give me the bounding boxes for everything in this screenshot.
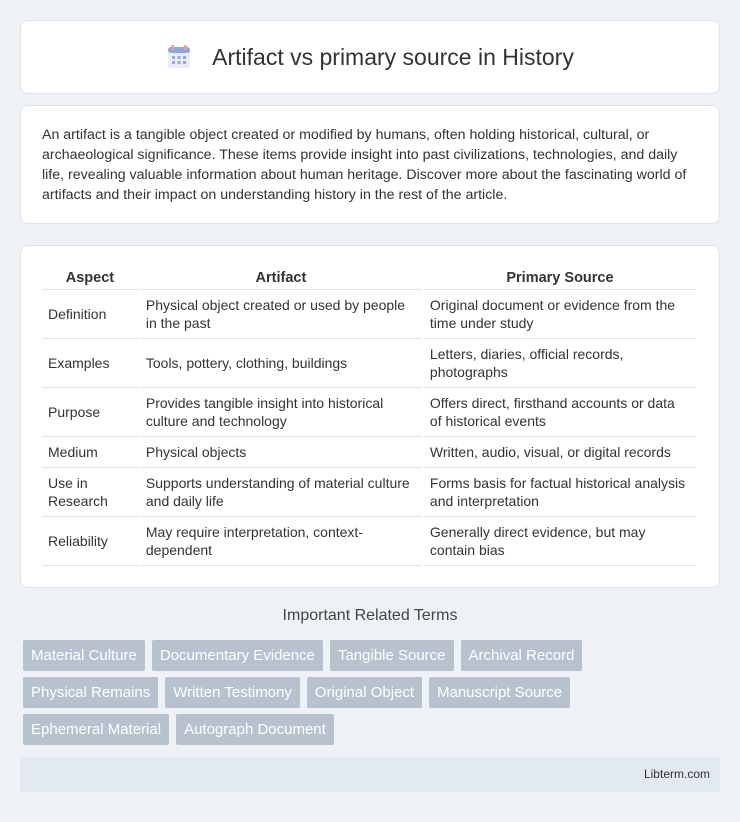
footer-site-link[interactable]: Libterm.com [643,767,710,781]
primary-source-cell: Written, audio, visual, or digital records [424,437,696,468]
related-term-tag[interactable]: Manuscript Source [429,677,570,708]
table-row [42,437,696,468]
page-title: Artifact vs primary source in History [212,43,574,70]
artifact-cell: Physical object created or used by people in the past [140,290,422,339]
intro-text: An artifact is a tangible object created or modified by humans, often holding historical, cultural, or archaeological significance. These items provide insight into past civilizations, technologies, and daily life, revealing valuable information about human heritage. Discover more about the fascinating world of artifacts and their impact on understanding history in the rest of the article. [42,127,687,203]
comparison-table [40,266,698,566]
primary-source-cell: Original document or evidence from the time under study [424,290,696,339]
related-term-tag[interactable]: Physical Remains [23,677,158,708]
related-term-tag[interactable]: Ephemeral Material [23,714,169,745]
table-row [42,290,696,339]
related-terms-title: Important Related Terms [282,607,458,624]
title-card [20,20,720,94]
table-row [42,339,696,388]
related-term-tag[interactable]: Archival Record [461,640,583,671]
related-term-tag[interactable]: Tangible Source [330,640,454,671]
aspect-cell: Medium [42,437,138,468]
related-term-tag[interactable]: Written Testimony [165,677,300,708]
related-term-tag[interactable]: Original Object [307,677,422,708]
aspect-cell: Examples [42,339,138,388]
calendar-icon [166,44,192,70]
primary-source-cell: Forms basis for factual historical analysis and interpretation [424,468,696,517]
comparison-table-card [20,245,720,588]
artifact-cell: May require interpretation, context-dependent [140,517,422,566]
primary-source-cell: Offers direct, firsthand accounts or data of historical events [424,388,696,437]
aspect-cell: Use in Research [42,468,138,517]
header-primary-source: Primary Source [424,266,696,290]
intro-card [20,105,720,224]
related-terms-list [23,640,723,751]
aspect-cell: Reliability [42,517,138,566]
aspect-cell: Purpose [42,388,138,437]
header-aspect: Aspect [42,266,138,290]
table-row [42,468,696,517]
related-term-tag[interactable]: Autograph Document [176,714,334,745]
related-term-tag[interactable]: Documentary Evidence [152,640,323,671]
artifact-cell: Supports understanding of material culture and daily life [140,468,422,517]
table-row [42,388,696,437]
aspect-cell: Definition [42,290,138,339]
primary-source-cell: Letters, diaries, official records, photographs [424,339,696,388]
table-row [42,517,696,566]
artifact-cell: Physical objects [140,437,422,468]
header-artifact: Artifact [140,266,422,290]
artifact-cell: Provides tangible insight into historical culture and technology [140,388,422,437]
related-term-tag[interactable]: Material Culture [23,640,145,671]
artifact-cell: Tools, pottery, clothing, buildings [140,339,422,388]
footer [20,757,720,792]
primary-source-cell: Generally direct evidence, but may contain bias [424,517,696,566]
